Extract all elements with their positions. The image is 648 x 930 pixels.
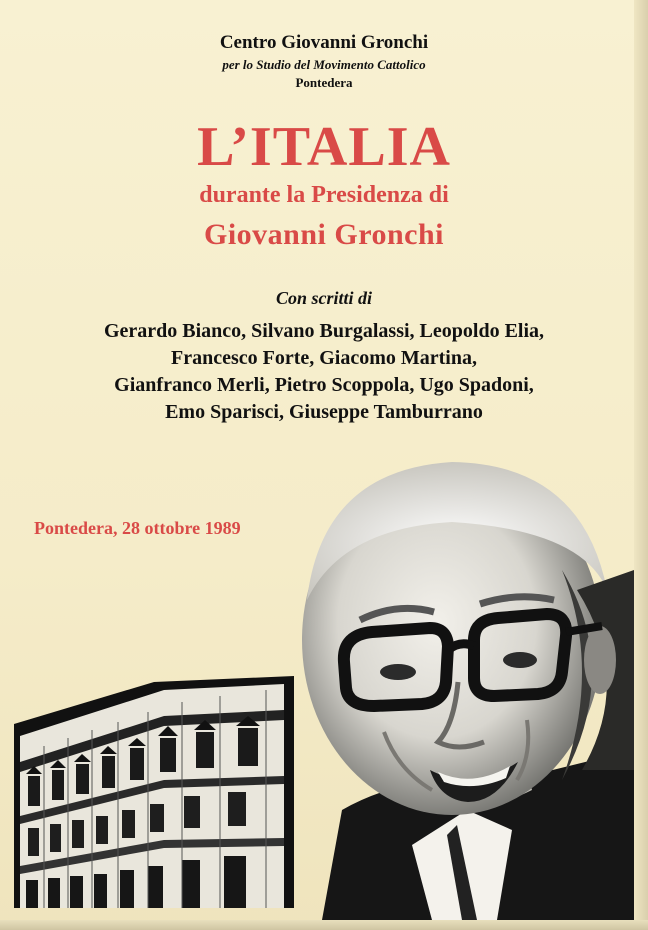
contributors-line: Gianfranco Merli, Pietro Scoppola, Ugo Spadoni, — [114, 374, 534, 396]
contributors-list — [0, 318, 648, 426]
cover-bottom-edge — [0, 920, 648, 930]
portrait-photo — [262, 450, 634, 920]
book-title: L’ITALIA — [197, 116, 451, 178]
contributors-line: Francesco Forte, Giacomo Martina, — [170, 347, 477, 369]
publisher-city: Pontedera — [295, 75, 353, 90]
publisher-subtitle: per lo Studio del Movimento Cattolico — [222, 57, 426, 72]
book-subtitle-name: Giovanni Gronchi — [203, 218, 444, 251]
contributors-label: Con scritti di — [275, 288, 373, 308]
contributors-line: Gerardo Bianco, Silvano Burgalassi, Leopoldo Elia, — [103, 320, 545, 342]
contributors-line: Emo Sparisci, Giuseppe Tamburrano — [165, 401, 483, 423]
event-date: Pontedera, 28 ottobre 1989 — [34, 518, 241, 538]
book-subtitle-line: durante la Presidenza di — [199, 182, 449, 208]
publisher-name: Centro Giovanni Gronchi — [219, 32, 429, 53]
palace-illustration — [14, 676, 294, 908]
